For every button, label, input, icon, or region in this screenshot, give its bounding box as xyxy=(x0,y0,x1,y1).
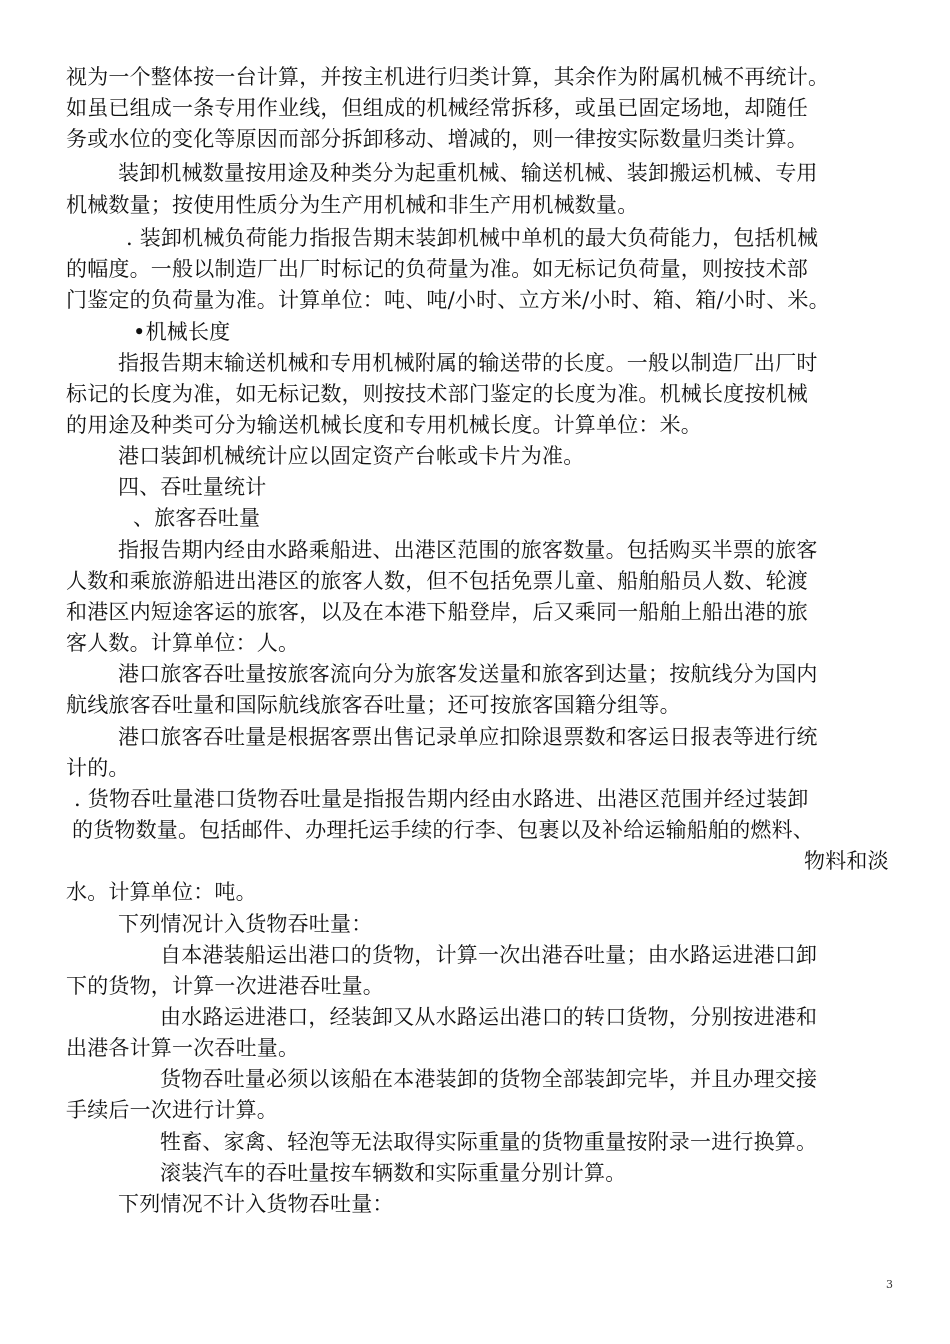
text-line: 港口旅客吞吐量是根据客票出售记录单应扣除退票数和客运日报表等进行统 xyxy=(118,725,818,749)
text-line: 港口装卸机械统计应以固定资产台帐或卡片为准。 xyxy=(118,444,585,468)
text-line: 下的货物，计算一次进港吞吐量。 xyxy=(66,974,384,998)
text-line: 人数和乘旅游船进出港区的旅客人数，但不包括免票儿童、船舶船员人数、轮渡 xyxy=(66,569,808,593)
text-line: 视为一个整体按一台计算，并按主机进行归类计算，其余作为附属机械不再统计。 xyxy=(66,65,830,89)
page-number: 3 xyxy=(886,1278,893,1291)
text-line: 的货物数量。包括邮件、办理托运手续的行李、包裹以及补给运输船舶的燃料、 xyxy=(72,818,814,842)
text-line: . 装卸机械负荷能力指报告期末装卸机械中单机的最大负荷能力，包括机械 xyxy=(126,226,819,250)
section-heading: 、旅客吞吐量 xyxy=(133,506,261,530)
section-heading: 四、吞吐量统计 xyxy=(118,475,267,499)
text-line: 标记的长度为准，如无标记数，则按技术部门鉴定的长度为准。机械长度按机械 xyxy=(66,382,808,406)
text-line: 指报告期末输送机械和专用机械附属的输送带的长度。一般以制造厂出厂时 xyxy=(118,351,818,375)
text-line: 机械数量；按使用性质分为生产用机械和非生产用机械数量。 xyxy=(66,193,639,217)
text-line: 务或水位的变化等原因而部分拆卸移动、增减的，则一律按实际数量归类计算。 xyxy=(66,127,808,151)
text-line: 牲畜、家禽、轻泡等无法取得实际重量的货物重量按附录一进行换算。 xyxy=(160,1130,818,1154)
text-line: 自本港装船运出港口的货物，计算一次出港吞吐量；由水路运进港口卸 xyxy=(160,943,818,967)
text-line: 门鉴定的负荷量为准。计算单位：吨、吨/小时、立方米/小时、箱、箱/小时、米。 xyxy=(66,288,830,312)
text-line: 指报告期内经由水路乘船进、出港区范围的旅客数量。包括购买半票的旅客 xyxy=(118,538,818,562)
text-line: 出港各计算一次吞吐量。 xyxy=(66,1036,300,1060)
text-line: 下列情况计入货物吞吐量： xyxy=(118,912,373,936)
text-line: 物料和淡 xyxy=(804,849,889,873)
text-line: . 货物吞吐量港口货物吞吐量是指报告期内经由水路进、出港区范围并经过装卸 xyxy=(74,787,809,811)
text-line: 如虽已组成一条专用作业线，但组成的机械经常拆移，或虽已固定场地，却随任 xyxy=(66,96,808,120)
text-line: 滚装汽车的吞吐量按车辆数和实际重量分别计算。 xyxy=(160,1161,627,1185)
text-line: 的用途及种类可分为输送机械长度和专用机械长度。计算单位：米。 xyxy=(66,413,702,437)
section-heading: •机械长度 xyxy=(133,320,231,344)
text-line: 和港区内短途客运的旅客，以及在本港下船登岸，后又乘同一船舶上船出港的旅 xyxy=(66,600,808,624)
text-line: 客人数。计算单位：人。 xyxy=(66,631,300,655)
text-line: 手续后一次进行计算。 xyxy=(66,1098,278,1122)
text-line: 货物吞吐量必须以该船在本港装卸的货物全部装卸完毕，并且办理交接 xyxy=(160,1067,818,1091)
text-line: 由水路运进港口，经装卸又从水路运出港口的转口货物，分别按进港和 xyxy=(160,1005,818,1029)
text-line: 计的。 xyxy=(66,756,130,780)
text-line: 港口旅客吞吐量按旅客流向分为旅客发送量和旅客到达量；按航线分为国内 xyxy=(118,662,818,686)
text-line: 航线旅客吞吐量和国际航线旅客吞吐量；还可按旅客国籍分组等。 xyxy=(66,693,681,717)
text-line: 下列情况不计入货物吞吐量： xyxy=(118,1192,394,1216)
text-line: 装卸机械数量按用途及种类分为起重机械、输送机械、装卸搬运机械、专用 xyxy=(118,161,818,185)
text-line: 的幅度。一般以制造厂出厂时标记的负荷量为准。如无标记负荷量，则按技术部 xyxy=(66,257,808,281)
text-line: 水。计算单位：吨。 xyxy=(66,880,257,904)
